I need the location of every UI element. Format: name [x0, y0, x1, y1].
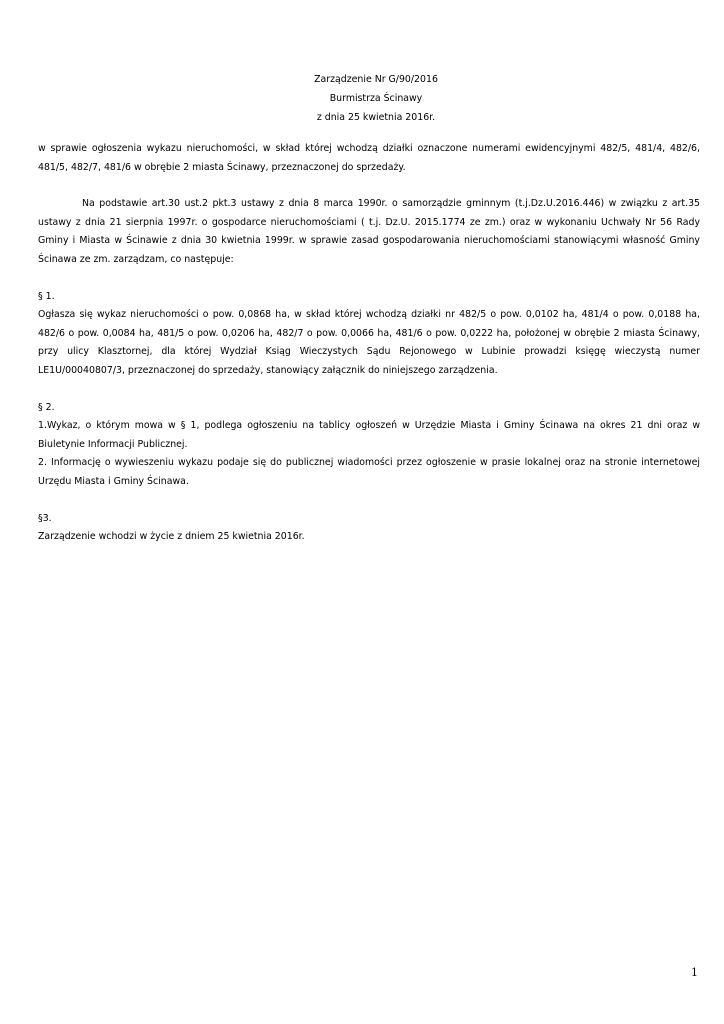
section-3 [38, 510, 700, 547]
section-1-title: § 1. [38, 290, 55, 302]
section-3-paragraph-1: Zarządzenie wchodzi w życie z dniem 25 kwietnia 2016r. [38, 531, 305, 543]
document-header [0, 70, 724, 127]
legal-basis-paragraph: Na podstawie art.30 ust.2 pkt.3 ustawy z dnia 8 marca 1990r. o samorządzie gminnym (t.j.Dz.U.2016.446) w związku z art.35 ustawy z dnia 21 sierpnia 1997r. o gospodarce nieruchomościami ( t.j. Dz.U. 2015.1774 ze zm.) oraz w wykonaniu Uchwały Nr 56 Rady Gminy i Miasta w Ścinawie z dnia 30 kwietnia 1999r. w sprawie zasad gospodarowania nieruchomościami stanowiącymi własność Gminy Ścinawa ze zm. zarządzam, co następuje: [38, 198, 700, 265]
issue-date: z dnia 25 kwietnia 2016r. [316, 112, 436, 123]
issuer: Burmistrza Ścinawy [329, 93, 423, 104]
subject-paragraph: w sprawie ogłoszenia wykazu nieruchomości, w skład której wchodzą działki oznaczone numerami ewidencyjnymi 482/5, 481/4, 482/6, 481/5, 482/7, 481/6 w obrębie 2 miasta Ścinawy, przeznaczonej do sprzedaży. [38, 143, 700, 173]
section-1-paragraph-1: Ogłasza się wykaz nieruchomości o pow. 0,0868 ha, w skład której wchodzą działki nr 482/5 o pow. 0,0102 ha, 481/4 o pow. 0,0188 ha, 482/6 o pow. 0,0084 ha, 481/5 o pow. 0,0206 ha, 482/7 o pow. 0,0066 ha, 481/6 o pow. 0,0222 ha, położonej w obrębie 2 miasta Ścinawy, przy ulicy Klasztornej, dla której Wydział Ksiąg Wieczystych Sądu Rejonowego w Lubinie prowadzi księgę wieczystą numer LE1U/00040807/3, przeznaczonej do sprzedaży, stanowiący załącznik do niniejszego zarządzenia. [38, 309, 700, 376]
section-2-title: § 2. [38, 401, 55, 413]
ordinance-number: Zarządzenie Nr G/90/2016 [314, 74, 438, 85]
document-body [38, 140, 700, 565]
section-1 [38, 288, 700, 381]
section-2-paragraph-2: 2. Informację o wywieszeniu wykazu podaje się do publicznej wiadomości przez ogłoszenie w prasie lokalnej oraz na stronie internetowej Urzędu Miasta i Gminy Ścinawa. [38, 457, 700, 487]
page-number: 1 [691, 966, 698, 979]
section-2 [38, 399, 700, 492]
section-2-paragraph-1: 1.Wykaz, o którym mowa w § 1, podlega ogłoszeniu na tablicy ogłoszeń w Urzędzie Miasta i Gminy Ścinawa na okres 21 dni oraz w Biuletynie Informacji Publicznej. [38, 420, 700, 450]
section-3-title: §3. [38, 512, 52, 524]
